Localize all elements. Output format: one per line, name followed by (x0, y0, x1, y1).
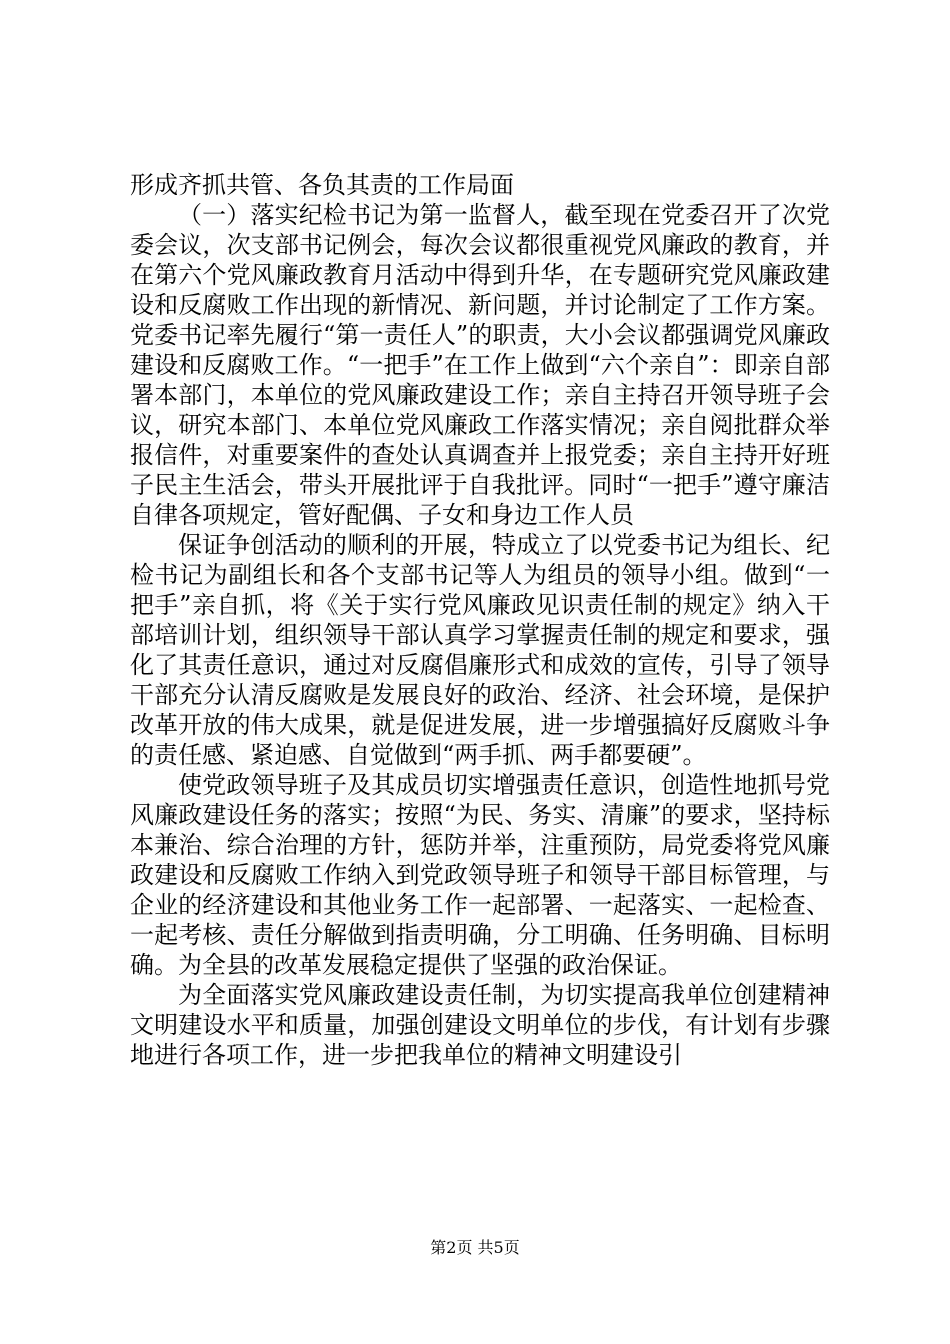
paragraph-supervision: （一）落实纪检书记为第一监督人，截至现在党委召开了次党委会议，次支部书记例会，每次会议都很重视党风廉政的教育，并在第六个党风廉政教育月活动中得到升华，在专题研究党风廉政建设和反腐败工作出现的新情况、新问题，并讨论制定了工作方案。党委书记率先履行“第一责任人”的职责，大小会议都强调党风廉政建设和反腐败工作。“一把手”在工作上做到“六个亲自”：即亲自部署本部门，本单位的党风廉政建设工作；亲自主持召开领导班子会议，研究本部门、本单位党风廉政工作落实情况；亲自阅批群众举报信件，对重要案件的查处认真调查并上报党委；亲自主持开好班子民主生活会，带头开展批评于自我批评。同时“一把手”遵守廉洁自律各项规定，管好配偶、子女和身边工作人员 (130, 201, 830, 529)
page-footer (0, 1238, 950, 1258)
paragraph-leading-group: 保证争创活动的顺利的开展，特成立了以党委书记为组长、纪检书记为副组长和各个支部书记等人为组员的领导小组。做到“一把手”亲自抓，将《关于实行党风廉政见识责任制的规定》纳入干部培训计划，组织领导干部认真学习掌握责任制的规定和要求，强化了其责任意识，通过对反腐倡廉形式和成效的宣传，引导了领导干部充分认清反腐败是发展良好的政治、经济、社会环境，是保护改革开放的伟大成果，就是促进发展，进一步增强搞好反腐败斗争的责任感、紧迫感、自觉做到“两手抓、两手都要硬”。 (130, 531, 830, 769)
paragraph-responsibility: 使党政领导班子及其成员切实增强责任意识，创造性地抓号党风廉政建设任务的落实；按照“为民、务实、清廉”的要求，坚持标本兼治、综合治理的方针，惩防并举，注重预防，局党委将党风廉政建设和反腐败工作纳入到党政领导班子和领导干部目标管理，与企业的经济建设和其他业务工作一起部署、一起落实、一起检查、一起考核、责任分解做到指责明确，分工明确、任务明确、目标明确。为全县的改革发展稳定提供了坚强的政治保证。 (130, 771, 830, 979)
paragraph-civilization: 为全面落实党风廉政建设责任制，为切实提高我单位创建精神文明建设水平和质量，加强创建设文明单位的步伐，有计划有步骤地进行各项工作，进一步把我单位的精神文明建设引 (130, 981, 830, 1069)
paragraph-continuation: 形成齐抓共管、各负其责的工作局面 (130, 171, 514, 199)
page-number-label: 第2页 共5页 (430, 1238, 520, 1257)
document-body (130, 170, 830, 1070)
